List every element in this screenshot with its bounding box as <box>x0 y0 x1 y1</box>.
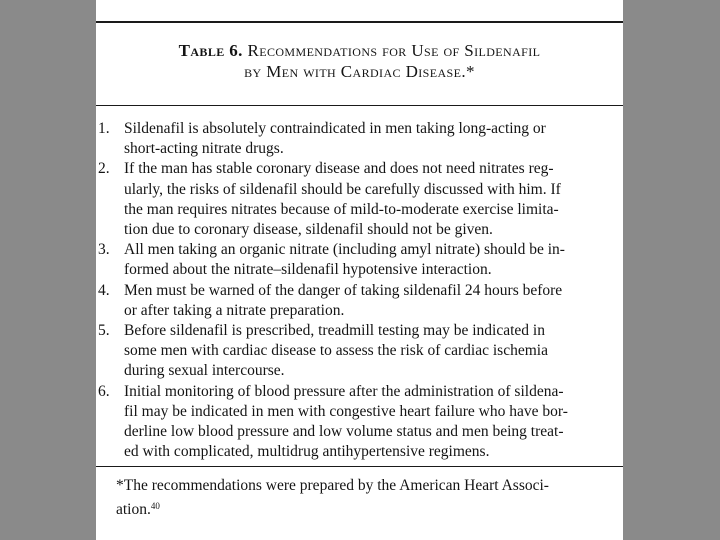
footnote <box>116 476 610 521</box>
recommendation-line: short-acting nitrate drugs. <box>124 140 284 158</box>
recommendation-line: formed about the nitrate–sildenafil hypotensive interaction. <box>124 261 492 279</box>
recommendation-item <box>96 119 623 159</box>
footnote-reference: 40 <box>150 501 160 512</box>
recommendation-item <box>96 281 623 321</box>
recommendation-line: Before sildenafil is prescribed, treadmill testing may be indicated in <box>124 322 545 340</box>
recommendation-list <box>96 119 623 462</box>
table-title-text-1: Recommendations for Use of Sildenafil <box>247 41 541 60</box>
recommendation-number: 3. <box>98 241 110 259</box>
recommendation-line: If the man has stable coronary disease and does not need nitrates reg- <box>124 160 554 178</box>
recommendation-line: or after taking a nitrate preparation. <box>124 301 345 319</box>
top-rule <box>96 21 623 23</box>
recommendation-number: 6. <box>98 382 110 400</box>
recommendation-item <box>96 159 623 240</box>
recommendation-line: derline low blood pressure and low volume status and men being treat- <box>124 423 564 441</box>
recommendation-number: 5. <box>98 322 110 340</box>
recommendation-line: ed with complicated, multidrug antihypertensive regimens. <box>124 443 490 461</box>
table-title-line-1 <box>96 40 623 61</box>
recommendation-line: fil may be indicated in men with congestive heart failure who have bor- <box>124 402 568 420</box>
table-title-line-2: by Men with Cardiac Disease.* <box>244 62 475 81</box>
recommendation-item <box>96 382 623 463</box>
recommendation-line: Men must be warned of the danger of taking sildenafil 24 hours before <box>124 281 563 299</box>
table-label: Table 6. <box>178 41 243 60</box>
footnote-line-1: *The recommendations were prepared by the American Heart Associ- <box>116 477 549 494</box>
recommendation-line: Sildenafil is absolutely contraindicated in men taking long-acting or <box>124 120 546 137</box>
recommendation-line: some men with cardiac disease to assess the risk of cardiac ischemia <box>124 342 548 360</box>
recommendation-line: All men taking an organic nitrate (including amyl nitrate) should be in- <box>124 241 565 259</box>
recommendation-line: the man requires nitrates because of mild-to-moderate exercise limita- <box>124 200 559 218</box>
recommendation-item <box>96 321 623 382</box>
recommendation-item <box>96 240 623 280</box>
document-page <box>96 0 623 540</box>
recommendation-number: 4. <box>98 281 110 299</box>
footnote-line-2 <box>116 496 610 520</box>
recommendation-number: 1. <box>98 120 110 137</box>
recommendation-number: 2. <box>98 160 110 178</box>
recommendation-line: ularly, the risks of sildenafil should be carefully discussed with him. If <box>124 180 561 198</box>
recommendation-line: Initial monitoring of blood pressure after the administration of sildena- <box>124 382 564 400</box>
header-rule <box>96 105 623 106</box>
table-title <box>96 40 623 82</box>
footnote-line-2-text: ation. <box>116 501 151 519</box>
recommendation-line: tion due to coronary disease, sildenafil should not be given. <box>124 221 493 239</box>
recommendation-line: during sexual intercourse. <box>124 362 285 380</box>
footer-rule <box>96 466 623 467</box>
